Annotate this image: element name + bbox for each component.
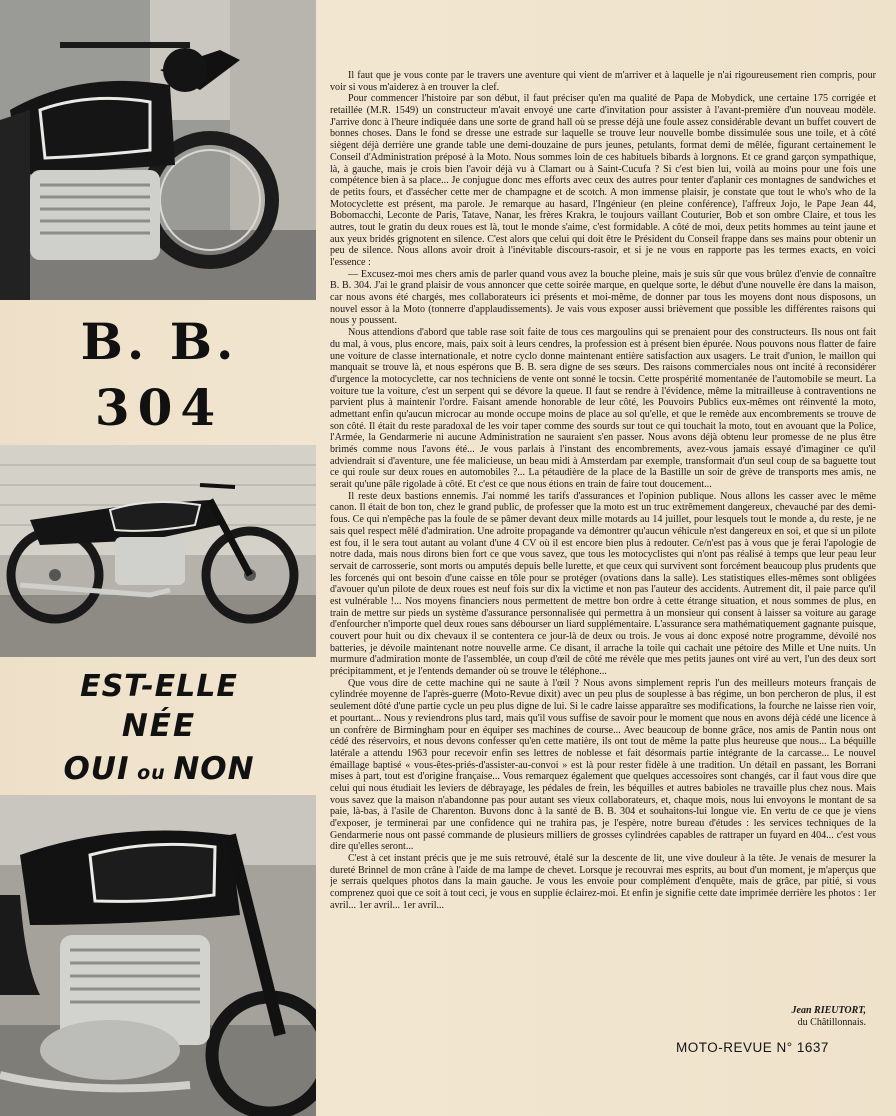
motorcycle-side-photo — [0, 445, 316, 657]
article-paragraph: Il faut que je vous conte par le travers une aventure qui vient de m'arriver et à laquelle je n'ai rigoureusement rien compris, pour voir si vous m'aiderez à en trouver la clef. — [330, 70, 876, 93]
motorcycle-side-image — [0, 445, 316, 657]
author-location: du Châtillonnais. — [797, 1017, 866, 1028]
article-body — [330, 70, 876, 1045]
article-paragraph: Il reste deux bastions ennemis. J'ai nommé les tarifs d'assurances et l'opinion publique. Nous allons les casser avec le même canon. Il était de bon ton, chez le grand public, de professer que la moto est un truc extrêmement dangereux, chevauché par des demi-fous. Ce qui n'empêche pas la foule de se pâmer devant deux mille motards au 14 juillet, pour lesquels tout le monde a, du reste, je ne sais quel respect mêlé d'admiration. Une adroite propagande va démontrer qu'aucun véhicule n'est dangereux en soi, et que si un pilote est fou, il le sera tout autant au volant d'une 4 CV où il est encore bien plus à redouter. Ce/n'est pas à vous que je ferai l'apologie de notre dada, mais nous dirons bien fort ce que vous savez, que tous les motocyclistes qui n'ont pas réalisé à temps que leur peau leur servait de carrosserie, sont morts ou amputés depuis belle lurette, et que ceux qui survivent sont forcément beaucoup plus prudents que les forcenés qui ont besoin d'une caisse en tôle pour se protéger (ovations dans la salle). Les statistiques elles-mêmes sont obligées d'avouer qu'un pilote de deux roues est neuf fois sur dix la victime et non pas l'auteur des accidents. Autrement dit, il paie parce qu'il est vulnérable !... Nos moyens financiers nous permettent de mettre bon ordre à cette étrange situation, et nous sommes de plus, en train de mettre sur pieds un système d'assurance personnalisée qui permettra à un monsieur qui consent à laisser sa voiture au garage d'enfourcher n'importe quel deux roues sans débourser un liard supplémentaire. L'assurance sera mathématiquement gagnante puisque, couvert pour huit ou dix chevaux il se contentera ce jour-là de deux ou trois. Je vous ai donc exposé notre programme, dévoilé nos batteries, je dévoile maintenant notre nouvelle arme. Ce disant, il arrache la toile qui cachait une pétoire des Mille et Une nuits. Un murmure d'admiration monte de l'assemblée, un coup d'œil de côté me révèle que mes petits jaunes ont viré au vert, l'un des deux sort précipitamment, et je l'entends demander où se trouve le téléphone... — [330, 490, 876, 678]
motorcycle-engine-photo — [0, 795, 316, 1116]
model-title-number: 304 — [94, 378, 224, 437]
motorcycle-engine-image — [0, 795, 316, 1116]
model-title-letters: B. B. — [80, 312, 238, 371]
article-paragraph: Que vous dire de cette machine qui ne saute à l'œil ? Nous avons simplement repris l'un des meilleurs moteurs français de cylindrée moyenne de l'après-guerre (Moto-Revue dixit) avec un peu plus de souplesse à bas régime, un bon percheron de plus, il est seulement dôté d'une partie cycle un peu plus digne de lui. Si le cadre laisse apparaître ses modifications, la fourche ne laisse rien voir, et pourtant... Nous y reviendrons plus tard, mais qu'il vous suffise de savoir pour le moment que nous en avons déjà cédé une licence à un confrère de Birmingham pour en équiper ses machines de course... Avec beaucoup de bonne grâce, nos amis de Pantin nous ont cédé des réservoirs, et nous devons confesser qu'en cette matière, ils ont tout de même la patte plus heureuse que nous... La béquille latérale a attendu 1963 pour recevoir enfin ses lettres de noblesse et fait désormais partie intégrante de la carcasse... Le nouvel émaillage baptisé « vous-êtes-priés-d'assister-au-convoi » est là pour rester fidèle à une tradition. Un détail en passant, les Borrani mises à part, tout est d'origine française... Vous remarquez également que quelques accessoires sont changés, car il faut vous dire que celui qui nous étudiait les leviers de débrayage, les pédales de frein, les béquilles et autres babioles ne travaille plus chez nous. Mais vous savez que la maison n'abandonne pas pour autant ses vieux collaborateurs, et, chaque mois, nous lui envoyons le montant de sa paie, là-bas, à l'asile de Charenton. Buvons donc à la santé de B. B. 304 et souhaitons-lui longue vie. En vertu de ce que je viens d'exposer, je terminerai par une confidence qui ne trahira pas, je l'espère, notre bureau d'études : les services techniques de la Gendarmerie nous ont passé commande de plusieurs milliers de grosses cylindrées capables de rattraper un fuyard en 404... c'est vous dire qu'elles seront... — [330, 677, 876, 853]
headline-ou: ou — [129, 762, 174, 784]
headline-line-1: EST-ELLE — [80, 669, 238, 704]
article-paragraph: C'est à cet instant précis que je me suis retrouvé, étalé sur la descente de lit, une vive douleur à la tête. Je venais de mesurer la dureté Brinnel de mon crâne à l'aide de ma lampe de chevet. Lorsque je recouvrai mes esprits, au bout d'un moment, je m'aperçus que je serrais quelques photos dans la main gauche. Je vous les envoie pour complément d'enquête, mais de grâce, par pitié, si vous comprenez quoi que ce soit à tout ceci, je vous en supplie éclairez-moi. Et enfin je signifie cette date imprimée derrière les photos : 1er avril... 1er avril... 1er avril... — [330, 853, 876, 911]
author-name: Jean RIEUTORT, — [791, 1005, 866, 1016]
headline-line-2: NÉE — [121, 708, 197, 744]
headline-non: NON — [173, 751, 255, 787]
headline-oui: OUI — [63, 751, 130, 787]
author-signature — [792, 1005, 866, 1029]
magazine-issue-footer: MOTO-REVUE N° 1637 — [676, 1040, 829, 1055]
article-paragraph: Pour commencer l'histoire par son début, il faut préciser qu'en ma qualité de Papa de Mobydick, une certaine 175 corrigée et retaillée (M.R. 1549) un constructeur m'avait envoyé une carte d'invitation pour assister à l'avant-première d'un nouveau modèle. J'arrive donc à l'heure indiquée dans une sorte de grand hall où se presse déjà une foule assez considérable devant un buffet couvert de bonnes choses. Dans le fond se dresse une estrade sur laquelle se trouve leur nouvelle bombe dissimulée sous une toile, et à côté siègent déjà derrière une grande table une demi-douzaine de purs jeunes, petulants, format demi de mêlée, figurant certainement le Conseil d'Administration préposé à la Moto. Nous sommes loin de ces habituels bibards à lorgnons. Et ce grand garçon sympathique, là, à gauche, mais je crois bien l'avoir déjà vu à Clamart ou à Saint-Cucufa ? Si c'est bien lui, voilà au moins pour une fois une compétence bien à sa place... Je conjugue donc mes efforts avec ceux des autres pour tenter d'aplanir ces montagnes de sandwiches et de petits fours, et d'assécher cette mer de champagne et de scotch. A mon immense plaisir, je constate que tout le who's who de la Motocyclette est présent, ma parole. Je remarque au hasard, l'Ingénieur (en pleine conférence), l'affreux Jojo, le Pape Jean 44, Bobomacchi, Leconte de Paris, Tatave, Nanar, les frères Krakra, le toujours vaillant Couturier, Bob et son ombre Claire, et tous les autres, tout le gratin du deux roues est là, tout le monde s'aime, c'est formidable. A côté de moi, deux petits hommes au teint jaune et aux yeux bridés grignotent en silence. C'est alors que celui qui doit être le Président du Conseil frappe dans ses mains pour obtenir un peu de silence. Nous allons avoir droit à l'inévitable discours-rasoir, et si je ne vous en rapporte pas les termes exacts, en voici l'essence : — [330, 93, 876, 268]
article-paragraph: Nous attendions d'abord que table rase soit faite de tous ces margoulins qui se prenaient pour des constructeurs. Ils nous ont fait du mal, à vous, plus encore, mais, paix soit à leurs cendres, la profession est à présent bien épurée. Nous pouvons nous flatter de faire une voiture de classe internationale, et notre cyclo donne maintenant entière satisfaction aux usagers. Le trait d'union, le maillon qui manquait se trouve là, et nous espérons que B. B. sera digne de ses sœurs. Des raisons commerciales nous ont incité à reconsidérer d'urgence la motocyclette, car nos techniciens de vente ont sonné le tocsin. Cette prospérité momentanée de l'automobile se meurt. La voiture tue la voiture, c'est un serpent qui se dévore la queue. Il faut se rendre à l'évidence, même la mitrailleuse à contraventions ne parvient plus à maintenir l'ordre. Faisant amende honorable de leur côté, les Pouvoirs Publics eux-mêmes ont réinventé la moto, admettant enfin qu'aucun microcar au monde occupe moins de place au sol qu'elle, et que le remède aux encombrements se trouve de son côté. Il était du reste paradoxal de les voir taper comme des sourds sur tout ce qui touchait la moto, tout en avouant que la Police, l'Armée, la Gendarmerie ni aucune Administration ne sauraient s'en passer. Nous avons déjà obtenu leur promesse de ne plus être brimés comme nous l'avons été... Je vous parlais à l'instant des encombrements, avez-vous jamais essayé d'imaginer ce qu'il adviendrait si d'aventure, une fée malicieuse, un beau midi à Amsterdam par exemple, transformait d'un seul coup de sa baguette tout ce qui roule sur deux roues en automobiles ?... La pétaudière de la place de la Bastille un soir de grève de transports mes amis, ne serait qu'une pâle rigolade à côté. Et c'est ce que nous étions en train de faire tout doucement... — [330, 327, 876, 491]
left-column — [0, 0, 318, 1116]
article-paragraph: — Excusez-moi mes chers amis de parler quand vous avez la bouche pleine, mais je suis sûr que vous brûlez d'envie de connaître B. B. 304. J'ai le grand plaisir de vous annoncer que cette soirée marque, en quelque sorte, le début d'une nouvelle ère dans la maison, car nous avons été chargés, mes collaborateurs ici présents et moi-même, de donner par tous les moyens dont nous disposons, un nouvel essor à la Moto (tonnerre d'applaudissements). Je vais vous exposer aussi brièvement que possible les différentes raisons qui nous y poussent. — [330, 268, 876, 327]
headline-line-3 — [0, 751, 318, 787]
motorcycle-tank-photo — [0, 0, 316, 300]
motorcycle-tank-image — [0, 0, 316, 300]
